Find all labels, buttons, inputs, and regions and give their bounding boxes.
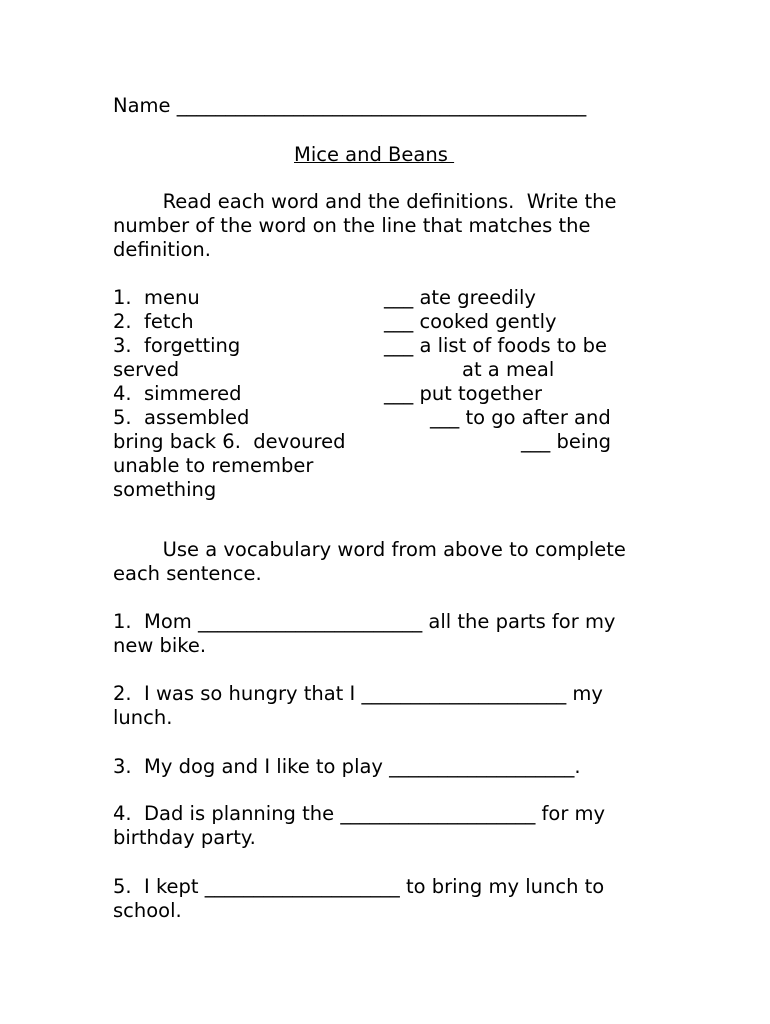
instructions-line: definition. (113, 238, 211, 261)
definition-item: ___ a list of foods to be (384, 334, 608, 357)
sentence-line: birthday party. (113, 826, 256, 849)
word-item: 2. fetch (113, 310, 194, 333)
worksheet-title: Mice and Beans (294, 143, 455, 166)
definition-item: ___ to go after and (430, 406, 611, 429)
word-item: something (113, 478, 217, 501)
sentence-line: 3. My dog and I like to play ___________________. (113, 755, 581, 778)
definition-item: ___ ate greedily (384, 286, 536, 309)
word-item: 3. forgetting (113, 334, 241, 357)
word-item: 5. assembled (113, 406, 250, 429)
definition-item: ___ being (521, 430, 611, 453)
instructions-line: each sentence. (113, 562, 262, 585)
word-item: served (113, 358, 180, 381)
definition-item: ___ put together (384, 382, 542, 405)
name-line: Name __________________________________________ (113, 94, 587, 117)
sentence-line: 1. Mom _______________________ all the parts for my (113, 610, 616, 633)
sentence-line: school. (113, 899, 182, 922)
instructions-line: Use a vocabulary word from above to complete (113, 538, 626, 561)
definition-item: ___ cooked gently (384, 310, 557, 333)
instructions-line: number of the word on the line that matches the (113, 214, 591, 237)
word-item: 1. menu (113, 286, 200, 309)
sentence-line: 5. I kept ____________________ to bring my lunch to (113, 875, 605, 898)
sentence-line: 2. I was so hungry that I _____________________ my (113, 682, 603, 705)
sentence-line: lunch. (113, 706, 173, 729)
word-item: 4. simmered (113, 382, 242, 405)
instructions-line: Read each word and the definitions. Write the (113, 190, 617, 213)
definition-item: at a meal (462, 358, 555, 381)
word-item: bring back 6. devoured (113, 430, 346, 453)
sentence-line: new bike. (113, 634, 207, 657)
sentence-line: 4. Dad is planning the ____________________ for my (113, 802, 606, 825)
word-item: unable to remember (113, 454, 314, 477)
